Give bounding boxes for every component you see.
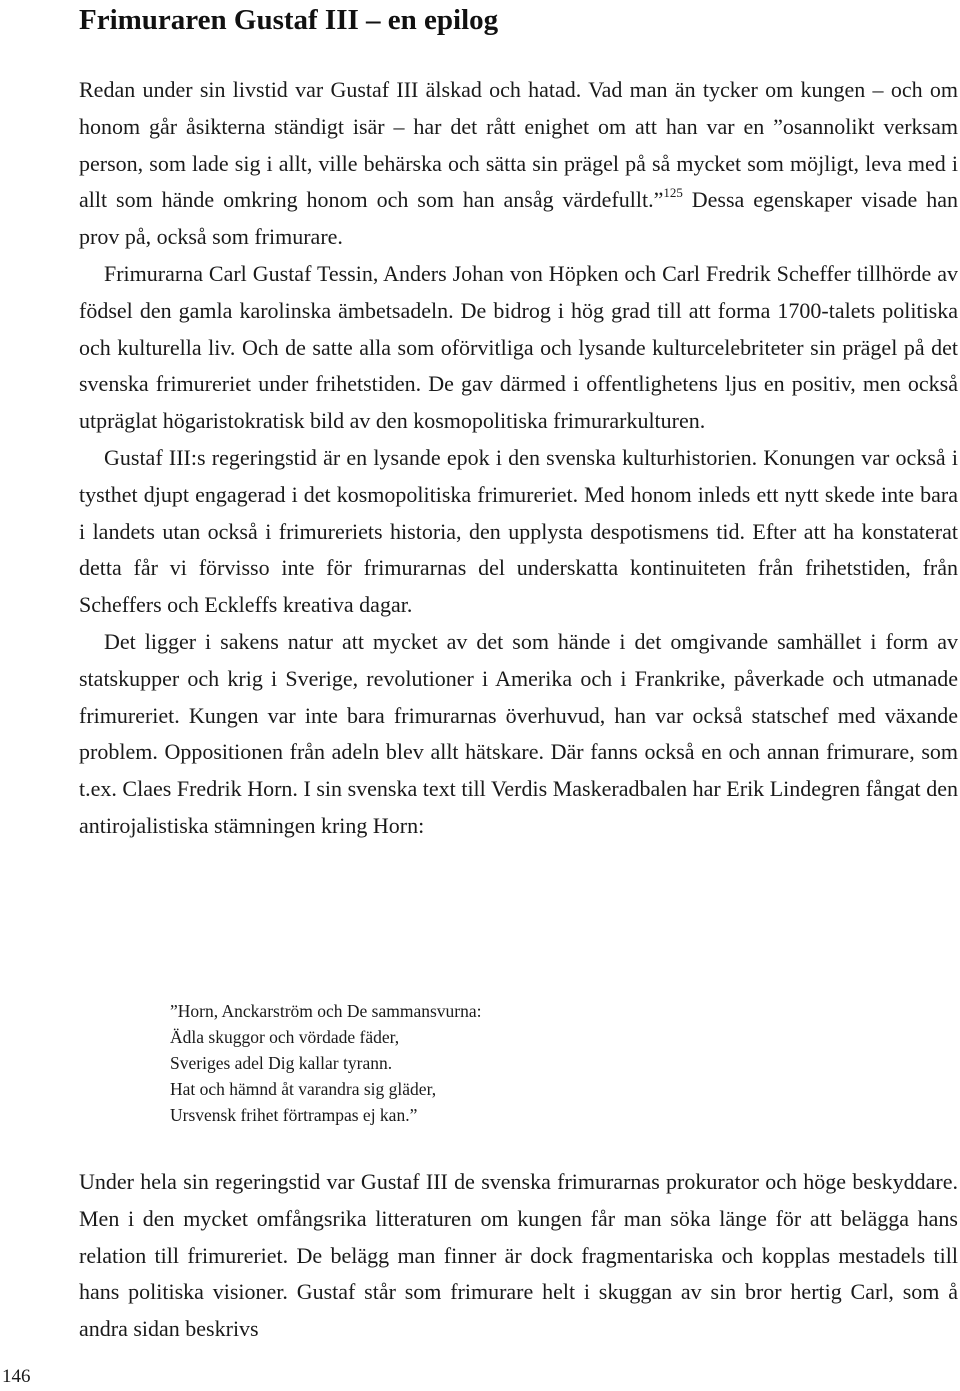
body-text-continued xyxy=(79,1164,958,1348)
paragraph-1-text: Redan under sin livstid var Gustaf III älskad och hatad. Vad man än tycker om kungen – och om honom går åsikterna ständigt isär – har det rått enighet om att han var en ”osannolikt verksam person, som lade sig i allt, ville behärska och sätta sin prägel på så mycket som möjligt, leva med i allt som hände omkring honom och som han ansåg värdefullt.” xyxy=(79,77,958,213)
chapter-heading: Frimuraren Gustaf III – en epilog xyxy=(79,4,499,36)
paragraph-1-continuation: Dessa egenskaper visade han prov på, också som frimurare. xyxy=(79,187,958,250)
paragraph-3: Gustaf III:s regeringstid är en lysande epok i den svenska kulturhistorien. Konungen var också i tysthet djupt engagerad i det kosmopolitiska frimureriet. Med honom inleds ett nytt skede inte bara i landets utan också i frimureriets historia, den upplysta despotismens tid. Efter att ha konstaterat detta får vi förvisso inte för frimurarnas del underskatta kontinuiteten från frihetstiden, från Scheffers och Eckleffs kreativa dagar. xyxy=(79,444,958,618)
quote-line: Hat och hämnd åt varandra sig gläder, xyxy=(170,1079,437,1099)
quote-line: Ädla skuggor och vördade fäder, xyxy=(170,1027,400,1047)
paragraph-4: Det ligger i sakens natur att mycket av det som hände i det omgivande samhället i form av statskupper och krig i Sverige, revolutioner i Amerika och i Frankrike, påverkade och utmanade frimureriet. Kungen var inte bara frimurarnas överhuvud, han var också statschef med växande problem. Oppositionen från adeln blev allt hätskare. Där fanns också en och annan frimurare, som t.ex. Claes Fredrik Horn. I sin svenska text till Verdis Maskeradbalen har Erik Lindegren fångat den antirojalistiska stämningen kring Horn: xyxy=(79,628,958,838)
block-quote xyxy=(170,998,770,1128)
paragraph-5: Under hela sin regeringstid var Gustaf III de svenska frimurarnas prokurator och höge beskyddare. Men i den mycket omfångsrika litteraturen om kungen får man söka länge för att belägga hans relation till frimureriet. De belägg man finner är dock fragmentariska och kopplas mestadels till hans politiska visioner. Gustaf står som frimurare helt i skuggan av sin bror hertig Carl, som å andra sidan beskrivs xyxy=(79,1169,958,1342)
quote-line: ”Horn, Anckarström och De sammansvurna: xyxy=(170,1001,482,1021)
body-text xyxy=(79,72,958,845)
quote-line: Sveriges adel Dig kallar tyrann. xyxy=(170,1053,393,1073)
quote-line: Ursvensk frihet förtrampas ej kan.” xyxy=(170,1105,418,1125)
paragraph-2: Frimurarna Carl Gustaf Tessin, Anders Johan von Höpken och Carl Fredrik Scheffer tillhörde av födsel den gamla karolinska ämbetsadeln. De bidrog i hög grad till att forma 1700-talets politiska och kulturella liv. Och de satte alla som oförvitliga och lysande kulturcelebriteter sin prägel på det svenska frimureriet under frihetstiden. De gav därmed i offentlighetens ljus en positiv, men också utpräglat högaristokratisk bild av den kosmopolitiska frimurarkulturen. xyxy=(79,260,958,434)
page-number: 146 xyxy=(2,1366,31,1387)
paragraph-1 xyxy=(79,72,958,256)
footnote-marker: 125 xyxy=(663,185,683,201)
